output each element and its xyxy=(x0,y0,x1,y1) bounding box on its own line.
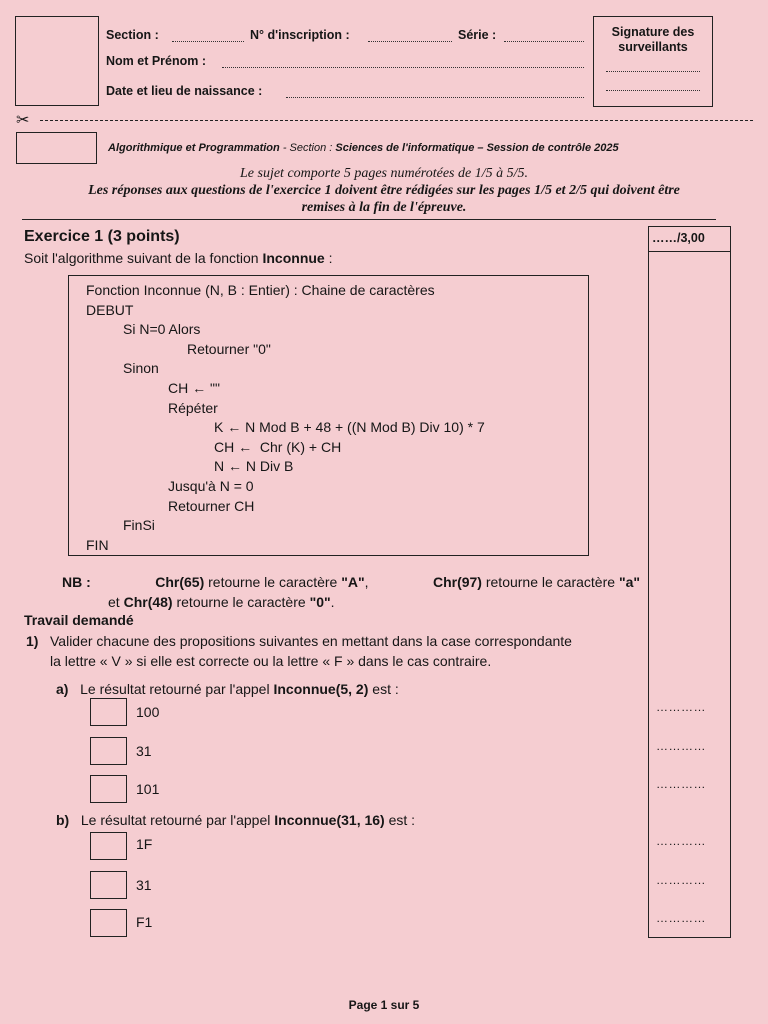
answer-checkbox-qa-1[interactable] xyxy=(90,698,127,726)
code-line: FinSi xyxy=(123,517,155,534)
qa-end: est : xyxy=(368,681,399,697)
exam-title xyxy=(108,142,619,154)
algorithm-box xyxy=(68,275,589,556)
exam-section-prefix: - Section : xyxy=(282,142,333,154)
q1-number: 1) xyxy=(26,633,39,649)
code-line: N ← N Div B xyxy=(214,458,294,475)
nb-text-3: retourne le caractère xyxy=(172,594,310,610)
section-label: Section : xyxy=(106,28,159,42)
signature-field-2[interactable] xyxy=(606,89,700,91)
nb-char-a: "a" xyxy=(618,574,640,590)
pages-note: Le sujet comporte 5 pages numérotées de 1/5 à 5/5. xyxy=(240,166,528,181)
code-line: CH ← Chr (K) + CH xyxy=(214,438,342,455)
nb-et: et xyxy=(108,594,124,610)
nb-note-line-1 xyxy=(62,574,640,590)
naissance-field[interactable] xyxy=(286,96,584,98)
signature-box xyxy=(593,16,713,107)
nb-char-zero: "0" xyxy=(309,594,331,610)
code-line: Jusqu'à N = 0 xyxy=(168,478,254,494)
inscription-label: N° d'inscription : xyxy=(250,28,350,42)
code-line: Retourner CH xyxy=(168,497,255,514)
nb-chr65-clause: Chr(65) retourne le caractère "A", xyxy=(155,574,369,590)
qb-option-3: F1 xyxy=(136,914,153,930)
intro-text: Soit l'algorithme suivant de la fonction xyxy=(24,250,263,266)
nb-chr65: Chr(65) xyxy=(155,574,205,590)
nb-chr48: Chr(48) xyxy=(123,594,173,610)
serie-field[interactable] xyxy=(504,40,584,42)
code-box xyxy=(16,132,97,164)
nb-chr97-clause xyxy=(433,574,640,590)
qb-end: est : xyxy=(384,812,416,828)
code-line: Répéter xyxy=(168,399,218,416)
qb-text: Le résultat retourné par l'appel xyxy=(80,812,275,828)
nb-text-1: retourne le caractère xyxy=(204,574,342,590)
margin-dots-qa-1[interactable]: ………… xyxy=(656,700,706,714)
nb-end: . xyxy=(330,594,335,610)
code-line: CH ← "" xyxy=(168,380,220,396)
score-divider xyxy=(648,251,731,252)
qa-option-3: 101 xyxy=(136,781,160,797)
q1-line-1: Valider chacune des propositions suivantes en mettant dans la case correspondante xyxy=(50,633,572,649)
answer-checkbox-qb-3[interactable] xyxy=(90,909,127,937)
qb-option-2: 31 xyxy=(136,877,152,893)
nb-char-A: "A" xyxy=(341,574,365,590)
answer-checkbox-qb-2[interactable] xyxy=(90,871,127,899)
naissance-label: Date et lieu de naissance : xyxy=(106,84,263,98)
nom-field[interactable] xyxy=(222,66,584,68)
section-field[interactable] xyxy=(172,40,244,42)
code-line: DEBUT xyxy=(86,301,134,318)
nb-note-line-2 xyxy=(108,594,335,610)
margin-dots-qa-3[interactable]: ………… xyxy=(656,777,706,791)
qa-call: Inconnue(5, 2) xyxy=(273,681,369,697)
signature-label: Signature des surveillants xyxy=(611,25,695,54)
qb-letter: b) xyxy=(56,812,70,828)
margin-dots-qb-1[interactable]: ………… xyxy=(656,834,706,848)
exam-subject: Algorithmique et Programmation xyxy=(108,142,280,154)
travail-heading: Travail demandé xyxy=(24,612,134,628)
code-line: K ← N Mod B + 48 + ((N Mod B) Div 10) * 7 xyxy=(214,419,485,436)
code-line: Fonction Inconnue (N, B : Entier) : Chaine de caractères xyxy=(86,282,435,298)
signature-field-1[interactable] xyxy=(606,70,700,72)
score-label: ……/3,00 xyxy=(652,231,705,245)
exam-session: – Session de contrôle 2025 xyxy=(477,142,619,154)
nb-label: NB : xyxy=(62,574,91,590)
exam-section-value: Sciences de l'informatique xyxy=(335,142,475,154)
qa-text: Le résultat retourné par l'appel xyxy=(80,681,274,697)
instruction-line-1: Les réponses aux questions de l'exercice 1 doivent être rédigées sur les pages 1/5 et 2/5 qui doivent être xyxy=(88,183,680,198)
score-margin-column xyxy=(648,226,731,938)
intro-end: : xyxy=(324,250,333,266)
qa-label xyxy=(56,681,399,697)
nb-text-2: retourne le caractère xyxy=(481,574,619,590)
cut-line xyxy=(40,120,753,121)
margin-dots-qb-3[interactable]: ………… xyxy=(656,911,706,925)
answer-checkbox-qb-1[interactable] xyxy=(90,832,127,860)
code-line: Si N=0 Alors xyxy=(123,321,201,338)
nb-chr97: Chr(97) xyxy=(432,574,482,590)
qa-letter: a) xyxy=(56,681,69,697)
margin-dots-qa-2[interactable]: ………… xyxy=(656,739,706,753)
exercise-title: Exercice 1 (3 points) xyxy=(24,228,180,245)
qb-label xyxy=(56,812,415,828)
header-rule xyxy=(22,219,716,220)
qa-option-1: 100 xyxy=(136,704,160,720)
q1-line-2: la lettre « V » si elle est correcte ou la lettre « F » dans le cas contraire. xyxy=(50,653,492,669)
code-line: FIN xyxy=(86,536,109,553)
photo-box xyxy=(15,16,99,106)
page-number: Page 1 sur 5 xyxy=(348,998,420,1012)
serie-label: Série : xyxy=(458,28,497,42)
answer-checkbox-qa-2[interactable] xyxy=(90,737,127,765)
margin-dots-qb-2[interactable]: ………… xyxy=(656,873,706,887)
nom-label: Nom et Prénom : xyxy=(106,54,207,68)
scissors-icon: ✂ xyxy=(16,112,30,129)
inscription-field[interactable] xyxy=(368,40,452,42)
exercise-intro xyxy=(24,250,333,266)
answer-checkbox-qa-3[interactable] xyxy=(90,775,127,803)
qa-option-2: 31 xyxy=(136,743,152,759)
qb-option-1: 1F xyxy=(136,836,153,852)
instruction-line-2: remises à la fin de l'épreuve. xyxy=(301,200,467,215)
code-line: Retourner "0" xyxy=(187,340,271,357)
qb-call: Inconnue(31, 16) xyxy=(274,812,385,828)
code-line: Sinon xyxy=(123,360,159,377)
intro-bold: Inconnue xyxy=(262,250,325,266)
